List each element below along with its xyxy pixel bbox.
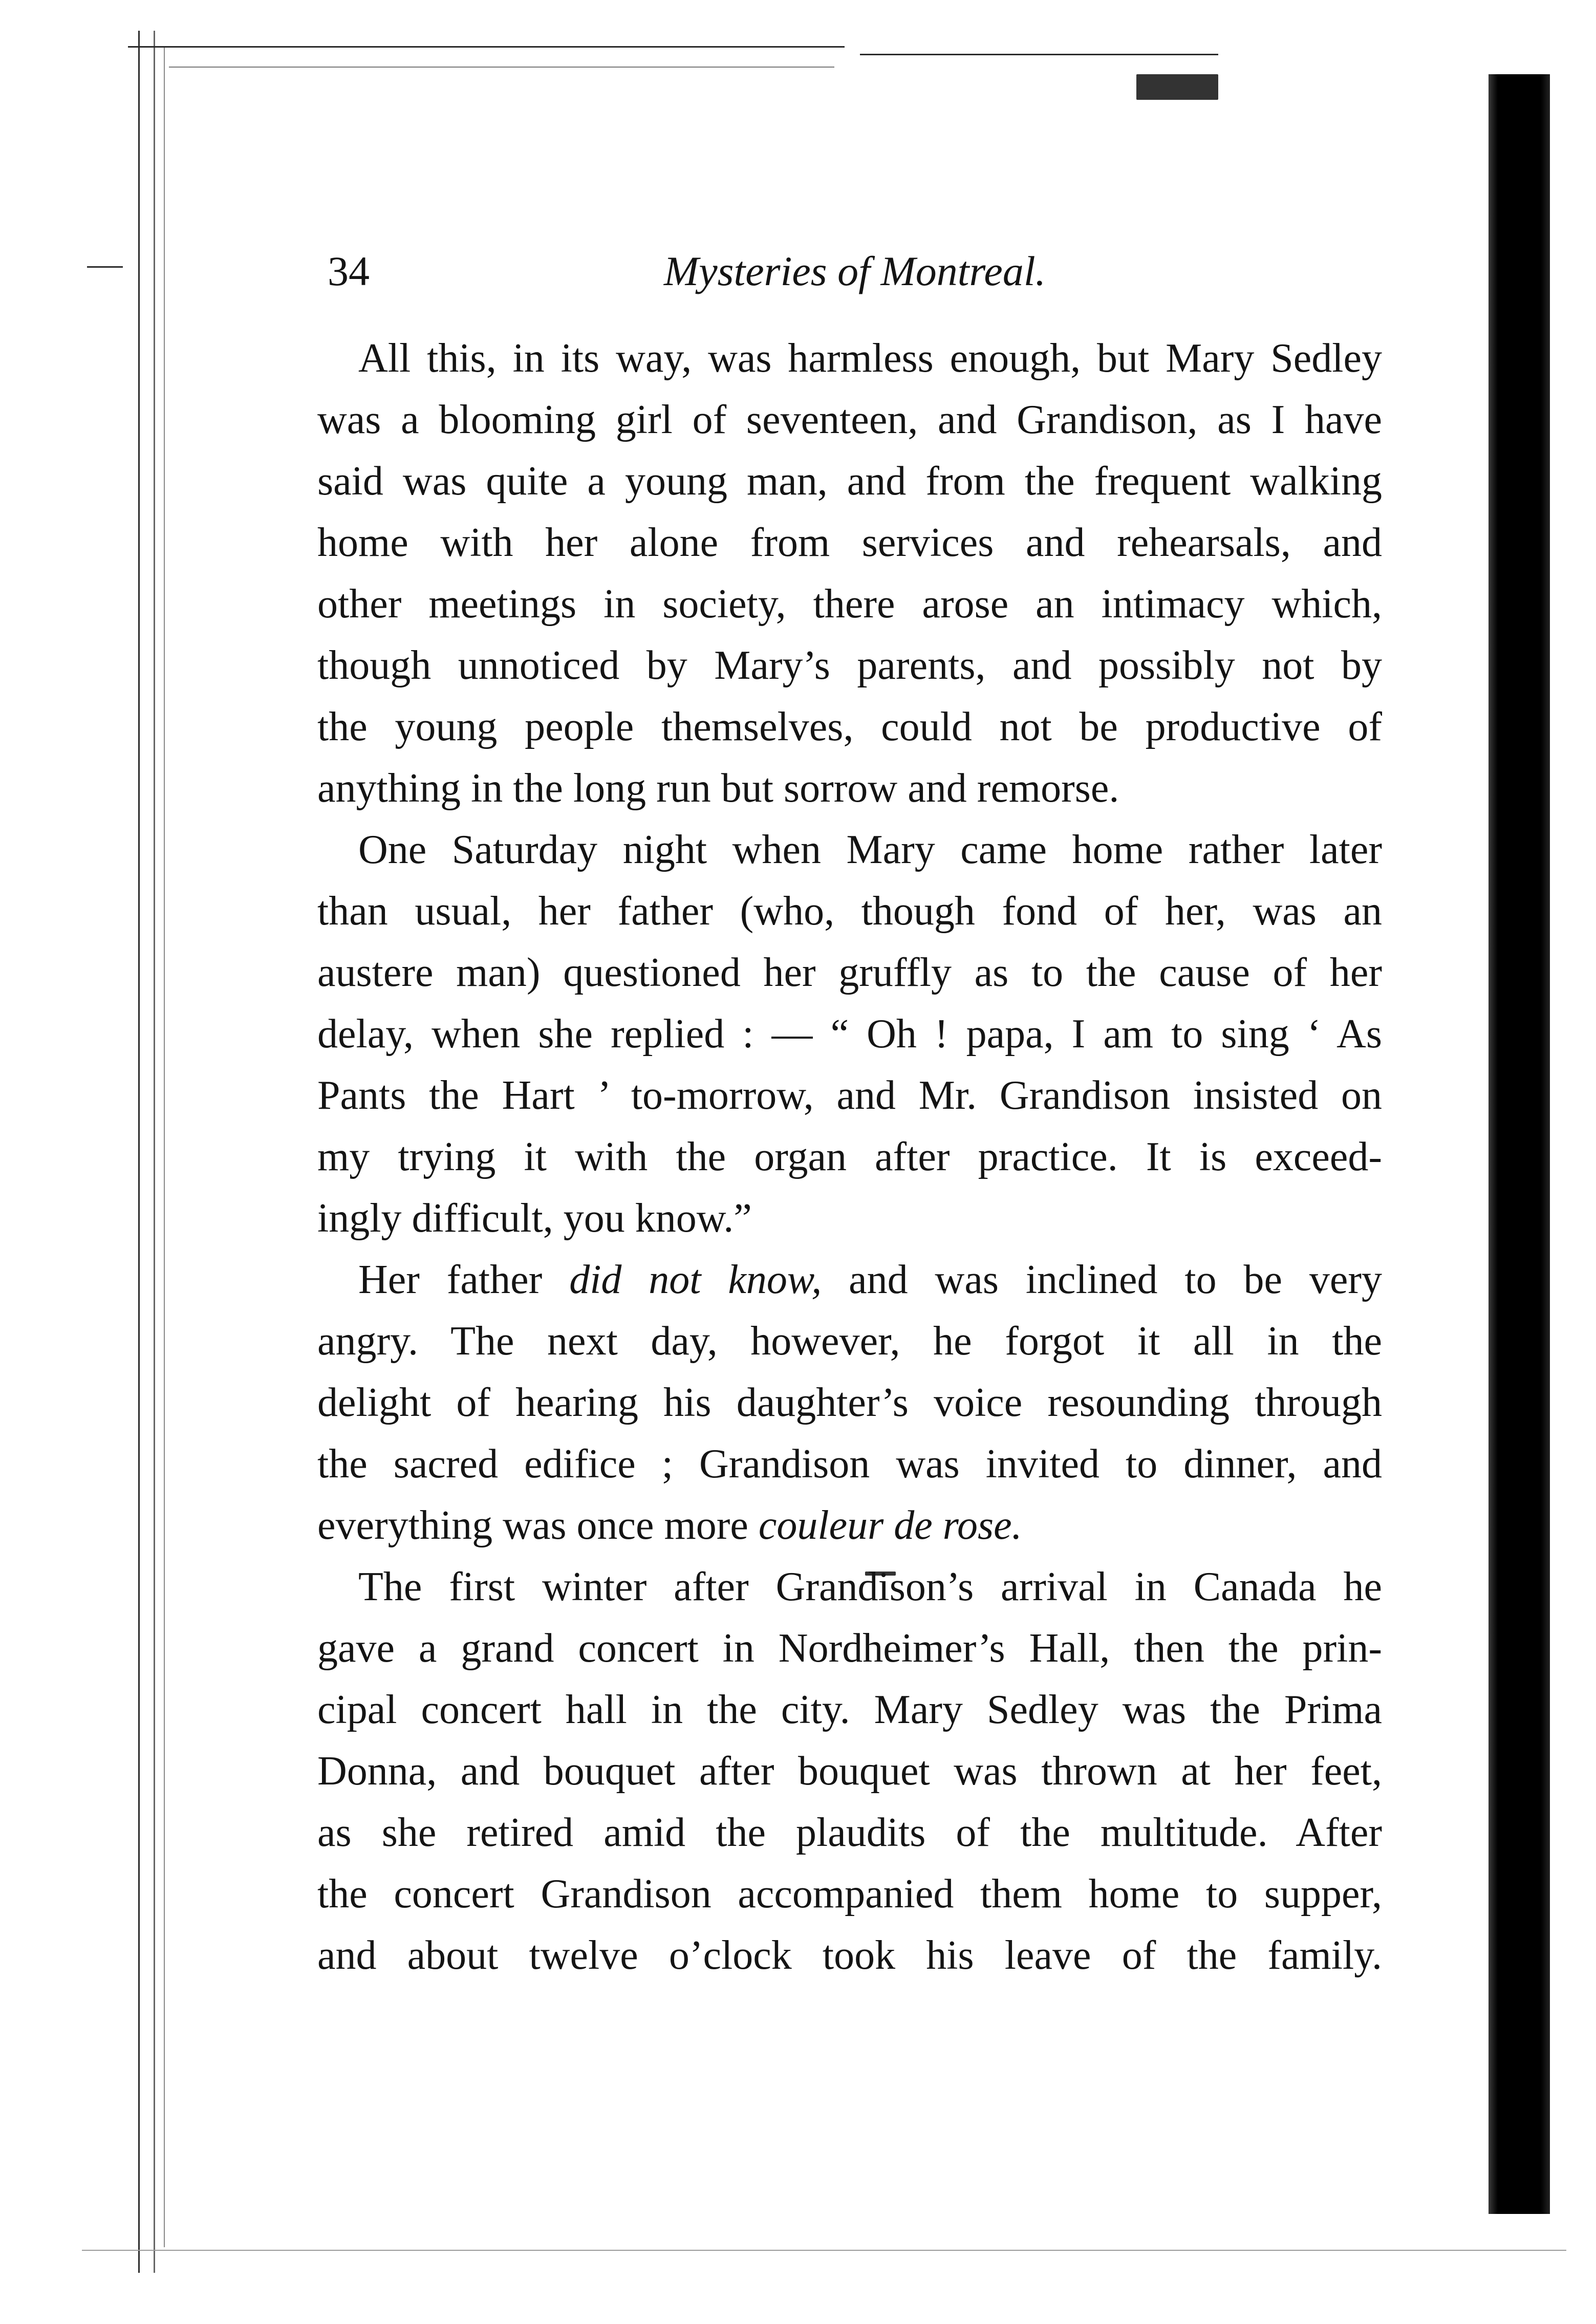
text-line: Pants the Hart ’ to-morrow, and Mr. Grandison insisted on [317,1073,1382,1118]
paragraph-1 [317,328,1382,819]
text-line: was a blooming girl of seventeen, and Grandison, as I have [317,397,1382,442]
text-run: Her father [358,1257,570,1302]
text-line: the young people themselves, could not be productive of [317,704,1382,749]
text-line: than usual, her father (who, though fond of her, was an [317,889,1382,934]
paragraph-3 [317,1249,1382,1556]
text-line: cipal concert hall in the city. Mary Sedley was the Prima [317,1687,1382,1732]
top-rule-line [860,54,1218,55]
page-header [328,241,1382,302]
text-line: and about twelve o’clock took his leave of the family. [317,1933,1382,1978]
text-line: my trying it with the organ after practice. It is exceed- [317,1134,1382,1179]
paragraph-4 [317,1556,1382,1986]
top-rule-line [128,46,845,48]
text-line: angry. The next day, however, he forgot it all in the [317,1319,1382,1364]
text-line: austere man) questioned her gruffly as to the cause of her [317,950,1382,995]
text-line: The first winter after Grandison’s arrival in Canada he [358,1564,1382,1609]
page-spine-shadow [1489,74,1550,2214]
text-line [317,1249,1382,1310]
text-line: All this, in its way, was harmless enough, but Mary Sedley [358,336,1382,381]
top-rule-line [169,67,834,68]
text-line: the sacred edifice ; Grandison was invited to dinner, and [317,1441,1382,1487]
italic-text: couleur de rose. [758,1503,1022,1548]
paragraph-2 [317,819,1382,1249]
text-line [317,1495,1382,1556]
ink-blot [1136,74,1218,100]
running-title: Mysteries of Montreal. [663,248,1046,294]
text-line: anything in the long run but sorrow and remorse. [317,766,1119,811]
text-line: though unnoticed by Mary’s parents, and possibly not by [317,643,1382,688]
bottom-rule-line [82,2250,1566,2251]
text-line: Donna, and bouquet after bouquet was thrown at her feet, [317,1749,1382,1794]
italic-text: did not know, [569,1257,822,1302]
left-rule-line [138,31,140,2273]
text-line: ingly difficult, you know.” [317,1196,752,1241]
text-line: One Saturday night when Mary came home rather later [358,827,1382,872]
body-text [317,328,1382,1986]
text-line: delight of hearing his daughter’s voice resounding through [317,1380,1382,1425]
margin-tick [87,266,123,268]
text-line: the concert Grandison accompanied them home to supper, [317,1871,1382,1917]
text-run: and was inclined to be very [822,1257,1383,1302]
text-line: delay, when she replied : — “ Oh ! papa, I am to sing ‘ As [317,1012,1382,1057]
text-line: said was quite a young man, and from the frequent walking [317,459,1382,504]
text-run: everything was once more [317,1503,759,1548]
text-line: gave a grand concert in Nordheimer’s Hall, then the prin- [317,1626,1382,1671]
text-line: home with her alone from services and rehearsals, and [317,520,1382,565]
left-rule-line [164,46,165,2247]
page-number: 34 [328,248,370,294]
text-line: other meetings in society, there arose an intimacy which, [317,582,1382,627]
left-rule-line [154,31,155,2273]
text-line: as she retired amid the plaudits of the multitude. After [317,1810,1382,1855]
